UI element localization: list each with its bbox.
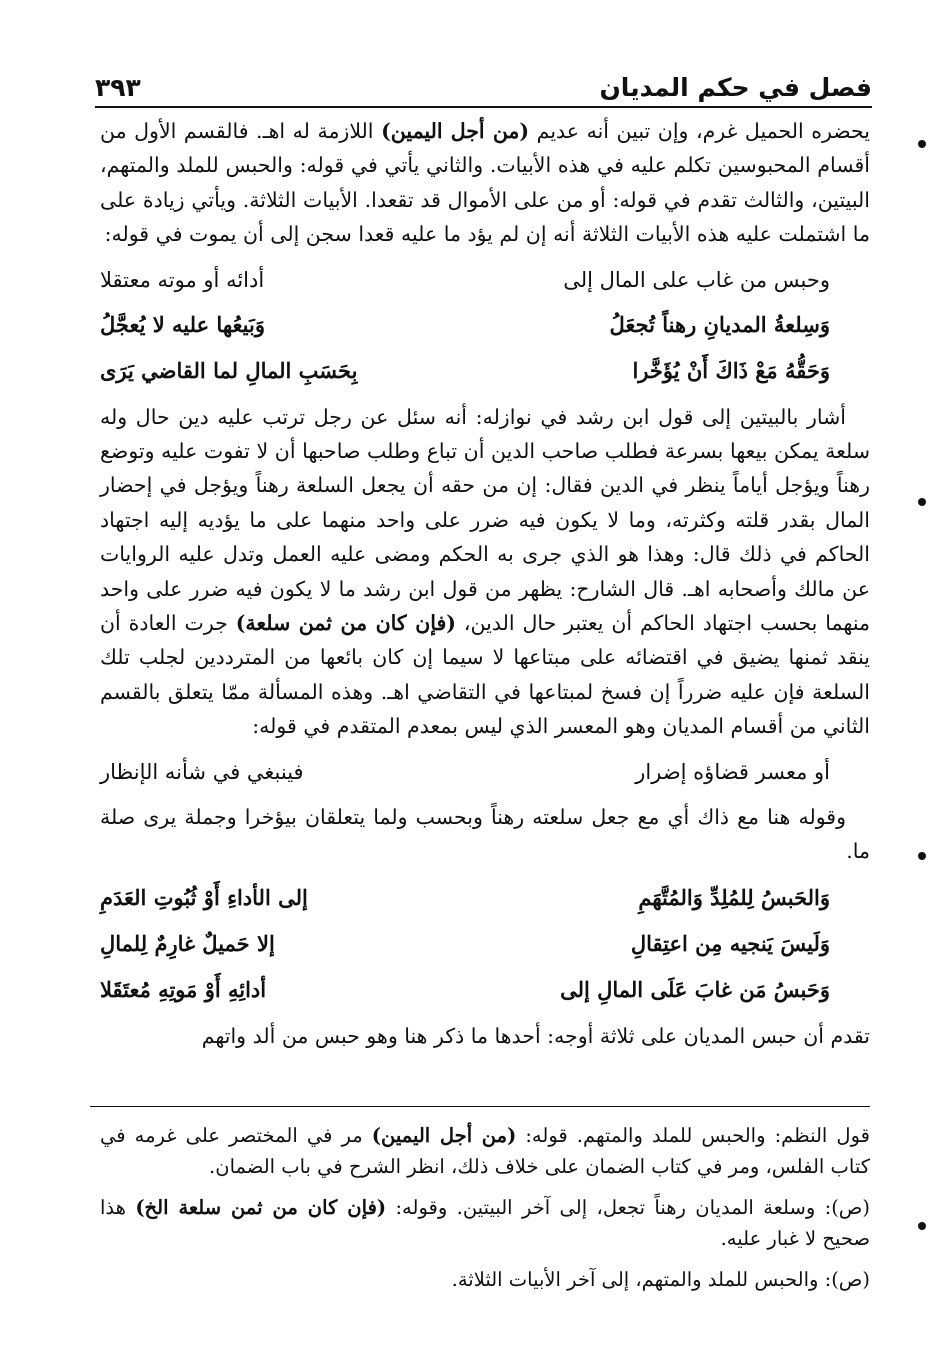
verse-hemistich-right: وَحَقُّهُ مَعْ ذَاكَ أَنْ يُؤَخَّرا xyxy=(632,357,830,383)
running-title: فصل في حكم المديان xyxy=(599,73,872,102)
footnote-2-bold: (فإن كان من ثمن سلعة الخ) xyxy=(135,1196,387,1219)
verse-line xyxy=(100,750,870,794)
verse-hemistich-right: وَالحَبسُ لِلمُلِدِّ وَالمُتَّهَمِ xyxy=(638,884,830,910)
paragraph-1-text-c: اللازمة له اهـ. فالقسم الأول من أقسام المحبوسين تكلم عليه في هذه الأبيات. والثاني يأتي في قوله: والحبس للملد والمتهم، البيتين، والثالث تقدم في قوله: أو من على الأموال قد تقعدا. الأبيات الثلاثة. ويأتي زيادة على ما اشتملت عليه هذه الأبيات الثلاثة أنه إن لم يؤد ما عليه قعدا سجن إلى أن يموت في قوله: xyxy=(100,119,870,247)
footnote-2 xyxy=(100,1192,870,1254)
page-header xyxy=(95,62,872,108)
verse-line xyxy=(100,348,870,394)
verse-hemistich-right: وَسِلعةُ المديانِ رهناً تُجعَلُ xyxy=(609,311,830,337)
verse-hemistich-left: فينبغي في شأنه الإنظار xyxy=(100,759,304,784)
verse-block-1 xyxy=(100,258,870,394)
scan-mark xyxy=(918,498,926,506)
verse-line xyxy=(100,302,870,348)
verse-hemistich-left: وَبَيعُها عليه لا يُعجَّلُ xyxy=(100,311,265,337)
footnote-3: (ص): والحبس للملد والمتهم، إلى آخر الأبيات الثلاثة. xyxy=(451,1268,870,1291)
footnote-1-bold: (من أجل اليمين) xyxy=(371,1124,517,1147)
main-text xyxy=(100,114,870,1053)
verse-hemistich-left: بِحَسَبِ المالِ لما القاضي يَرَى xyxy=(100,357,358,383)
paragraph-1 xyxy=(100,114,870,252)
paragraph-2-bold: (فإن كان من ثمن سلعة) xyxy=(235,611,456,636)
footnote-1-text-c: مر في المختصر على غرمه في كتاب الفلس، ومر في كتاب الضمان على خلاف ذلك، انظر الشرح في باب الضمان. xyxy=(100,1124,870,1178)
scan-mark xyxy=(918,1222,926,1230)
page-number: ٣٩٣ xyxy=(95,73,141,102)
scan-mark xyxy=(918,140,926,148)
verse-block-3 xyxy=(100,875,870,1013)
verse-line xyxy=(100,875,870,921)
verse-hemistich-left: إلى الأداءِ أَوْ ثُبُوتِ العَدَمِ xyxy=(100,884,308,910)
paragraph-1-bold: (من أجل اليمين) xyxy=(381,119,530,143)
verse-hemistich-left: أدائِهِ أَوْ مَوتِهِ مُعتَقَلا xyxy=(100,976,267,1002)
footnote-2-text-c: هذا صحيح لا غبار عليه. xyxy=(100,1196,870,1250)
verse-block-2 xyxy=(100,750,870,794)
footnote-1 xyxy=(100,1106,870,1182)
paragraph-1-text-a: يحضره الحميل غرم، وإن تبين أنه عديم xyxy=(529,119,870,143)
verse-hemistich-left: أدائه أو موته معتقلا xyxy=(100,267,265,292)
footnotes xyxy=(100,1106,870,1295)
verse-hemistich-right: وحبس من غاب على المال إلى xyxy=(563,267,830,292)
verse-hemistich-right: وَحَبسُ مَن غابَ عَلَى المالِ إلى xyxy=(560,976,830,1002)
footnote-2-text-a: (ص): وسلعة المديان رهناً تجعل، إلى آخر البيتين. وقوله: xyxy=(386,1196,870,1219)
verse-line xyxy=(100,967,870,1013)
verse-line xyxy=(100,258,870,302)
paragraph-2-text-a: أشار بالبيتين إلى قول ابن رشد في نوازله: أنه سئل عن رجل ترتب عليه دين حال وله سلعة يمكن بيعها بسرعة فطلب صاحب الدين أن تباع وطلب صاحبها أن لا تفوت عليه وتوضع رهناً ويؤجل أياماً ينظر في الدين فقال: إن من حقه أن يجعل السلعة رهناً ويؤجل في إحضار المال بقدر قلته وكثرته، وما لا يكون فيه ضرر على واحد منهما على ما يؤديه إليه اجتهاد الحاكم في ذلك قال: وهذا هو الذي جرى به الحكم ومضى عليه العمل وتدل عليه الروايات عن مالك وأصحابه اهـ. قال الشارح: يظهر من قول ابن رشد ما لا يكون فيه ضرر على واحد منهما بحسب اجتهاد الحاكم أن يعتبر حال الدين، xyxy=(100,404,871,636)
paragraph-2-text-c: جرت العادة أن ينقد ثمنها يضيق في اقتضائه على مبتاعها لا سيما إن كان بائعها من المترددين لجلب تلك السلعة فإن عليه ضرراً إن فسخ لمبتاعها في التقاضي اهـ. وهذه المسألة ممّا يتعلق بالقسم الثاني من أقسام المديان وهو المعسر الذي ليس بمعدم المتقدم في قوله: xyxy=(100,611,870,739)
verse-hemistich-right: وَلَيسَ يَنجيه مِن اعتِقالِ xyxy=(630,930,830,956)
verse-hemistich-right: أو معسر قضاؤه إضرار xyxy=(635,759,830,784)
scan-mark xyxy=(918,852,926,860)
verse-line xyxy=(100,921,870,967)
verse-hemistich-left: إلا حَميلٌ غارِمٌ لِلمالِ xyxy=(100,930,275,956)
paragraph-4: تقدم أن حبس المديان على ثلاثة أوجه: أحدها ما ذكر هنا وهو حبس من ألد واتهم xyxy=(201,1023,870,1048)
footnote-1-text-a: قول النظم: والحبس للملد والمتهم. قوله: xyxy=(516,1124,870,1147)
footnote-divider xyxy=(90,1106,870,1107)
paragraph-3: وقوله هنا مع ذاك أي مع جعل سلعته رهناً وبحسب ولما يتعلقان بيؤخرا وجملة يرى صلة ما. xyxy=(100,804,870,864)
paragraph-2 xyxy=(100,400,870,744)
